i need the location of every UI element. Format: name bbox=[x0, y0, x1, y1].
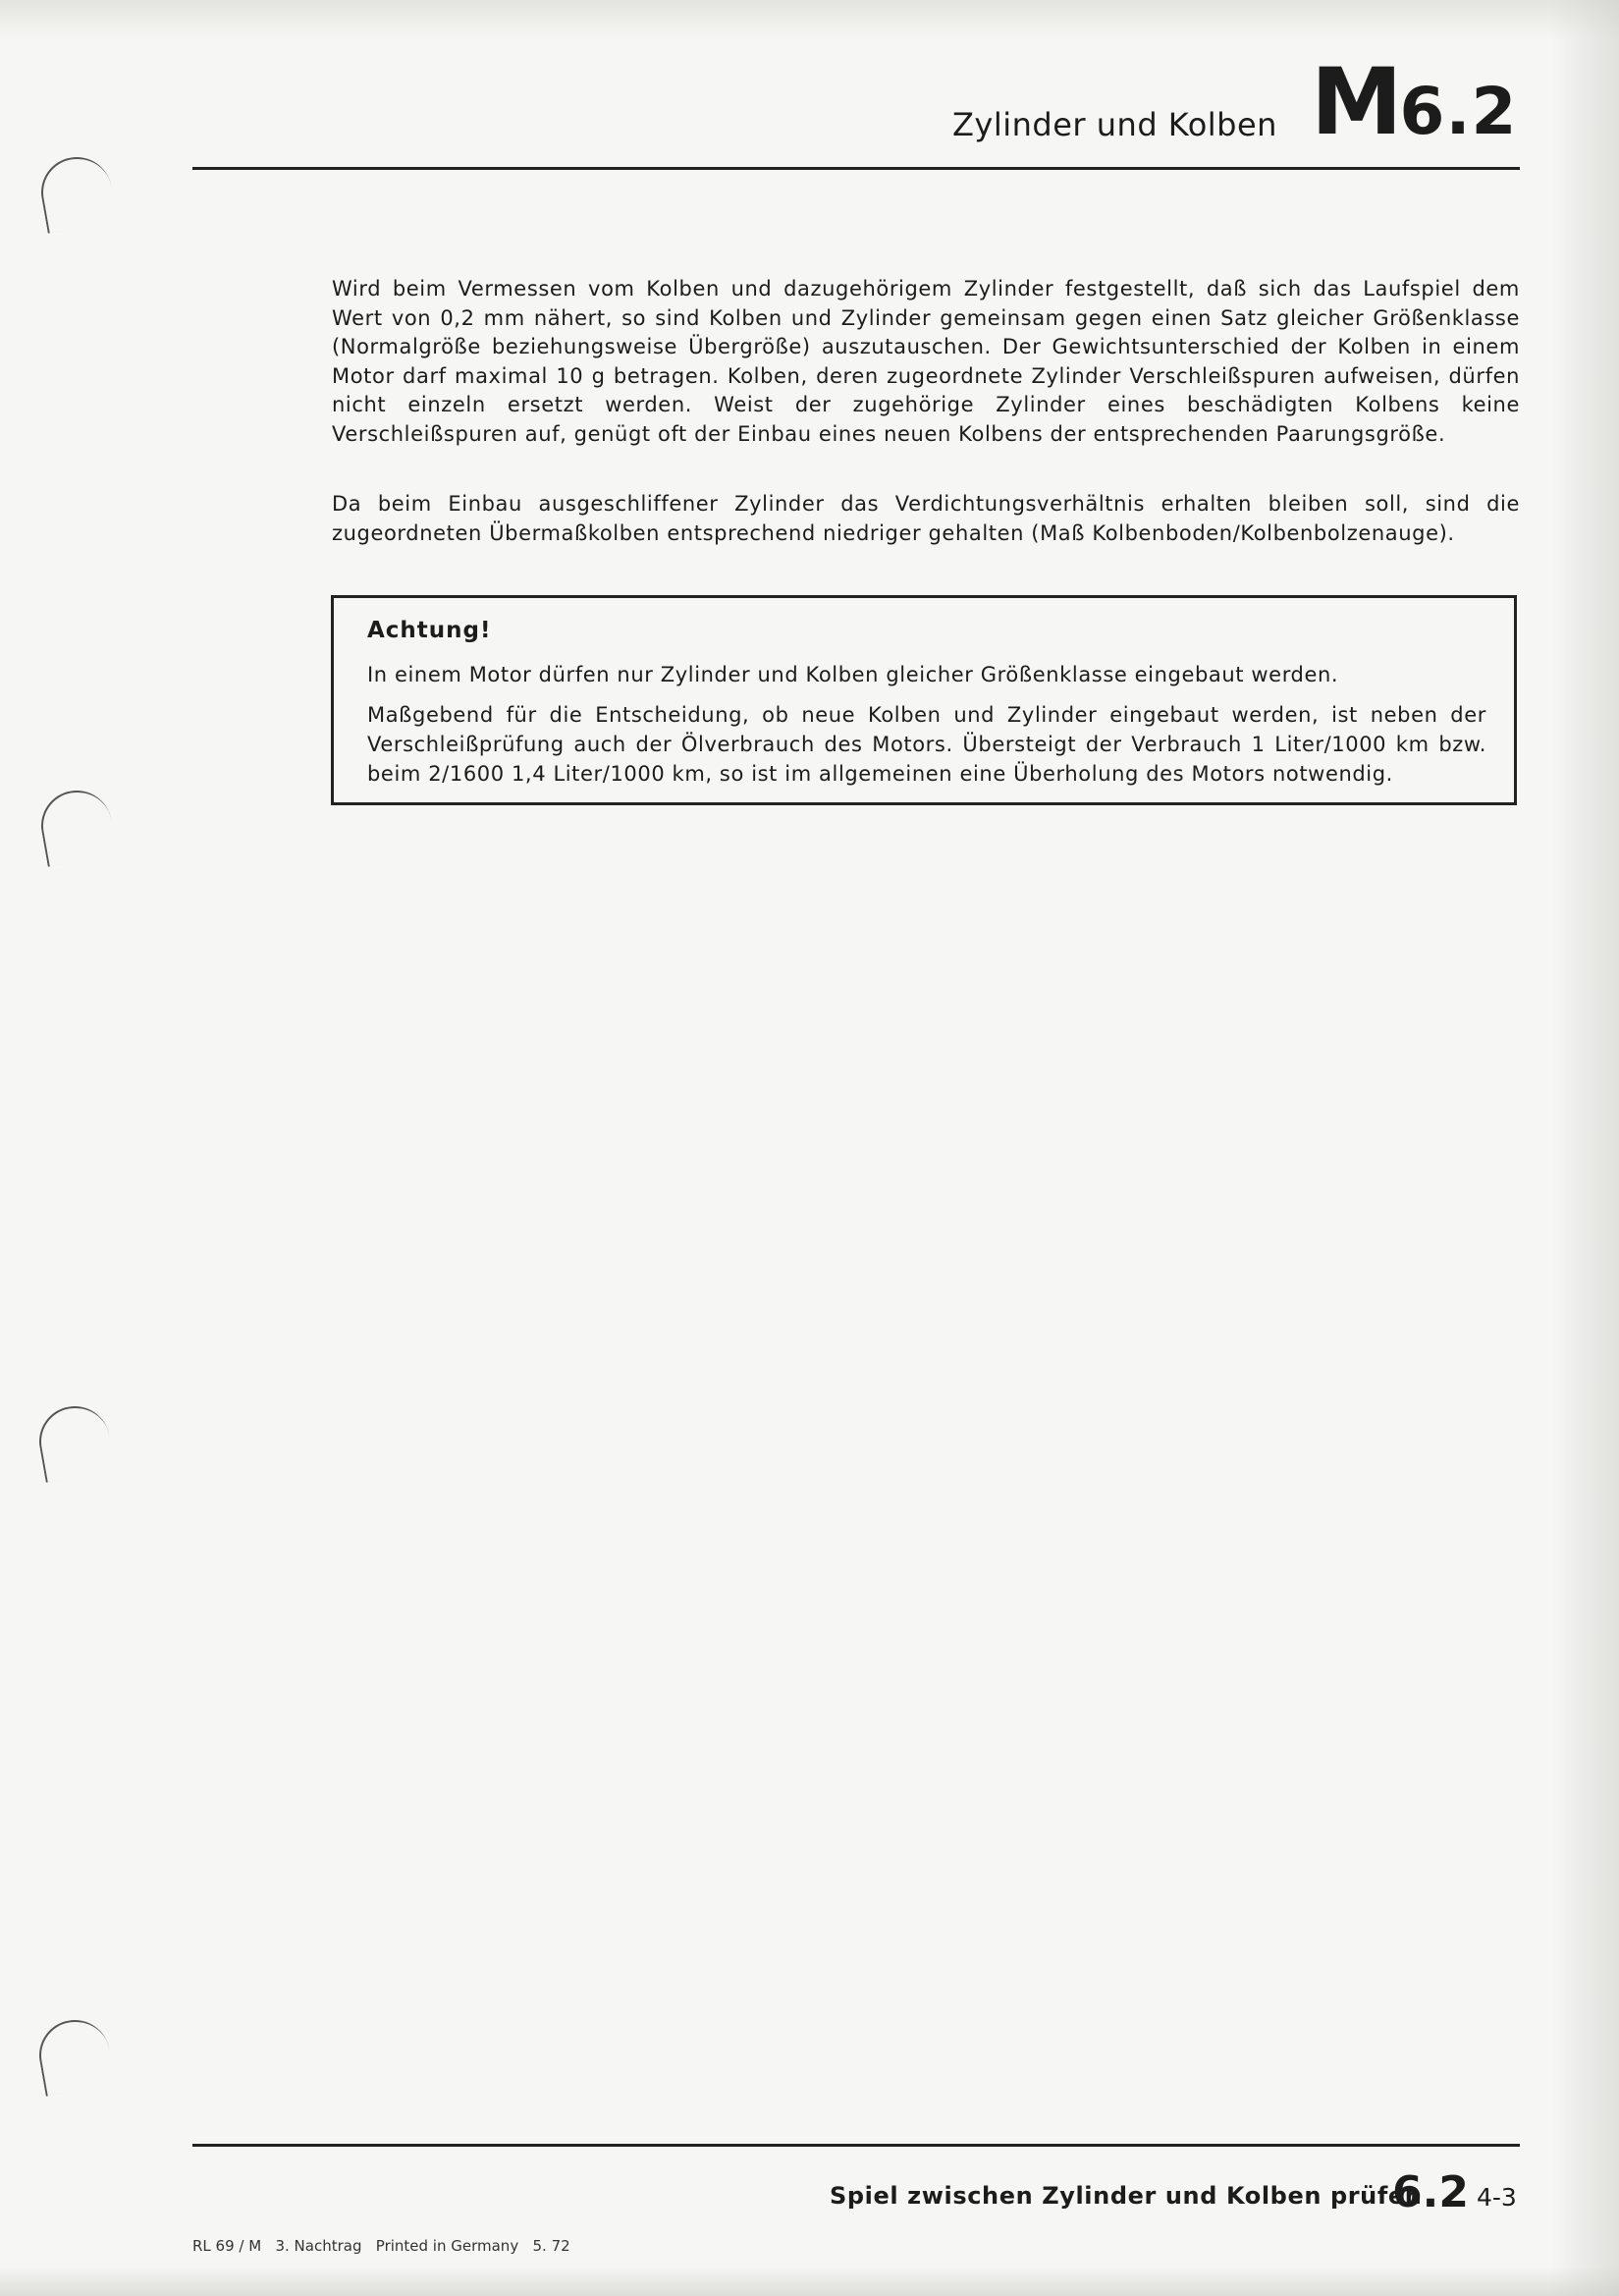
footer-imprint: RL 69 / M 3. Nachtrag Printed in Germany 5. 72 bbox=[192, 2237, 570, 2255]
notice-line-2: Maßgebend für die Entscheidung, ob neue Kolben und Zylinder eingebaut werden, ist neben der Verschleißprüfung auch der Ölverbrauch des Motors. Übersteigt der Verbrauch 1 Liter/1000 km bzw. beim 2/1600 1,4 Liter/1000 km, so ist im allgemeinen eine Überholung des Motors notwendig. bbox=[367, 703, 1486, 786]
notice-heading: Achtung! bbox=[367, 618, 492, 643]
punch-hole-2 bbox=[35, 785, 117, 866]
footer-rule bbox=[192, 2144, 1520, 2147]
page-title: Zylinder und Kolben bbox=[952, 106, 1277, 143]
page-shade-top bbox=[0, 0, 1619, 39]
section-code-letter: M bbox=[1311, 49, 1400, 156]
header-rule bbox=[192, 167, 1520, 170]
footer-title: Spiel zwischen Zylinder und Kolben prüfen bbox=[830, 2182, 1423, 2210]
page-shade-right bbox=[1550, 0, 1619, 2296]
punch-hole-3 bbox=[33, 1400, 115, 1482]
footer-page-number: 4-3 bbox=[1477, 2183, 1517, 2212]
punch-hole-1 bbox=[35, 151, 117, 233]
paragraph-1: Wird beim Vermessen vom Kolben und dazugehörigem Zylinder festgestellt, daß sich das Laufspiel dem Wert von 0,2 mm nähert, so sind Kolben und Zylinder gemeinsam gegen einen Satz gleicher Größenklasse (Normalgröße beziehungsweise Übergröße) auszutauschen. Der Gewichtsunterschied der Kolben in einem Motor darf maximal 10 g betragen. Kolben, deren zugeordnete Zylinder Verschleißspuren aufweisen, dürfen nicht einzeln ersetzt werden. Weist der zugehörige Zylinder eines beschädigten Kolbens keine Verschleißspuren auf, genügt oft der Einbau eines neuen Kolbens der entsprechenden Paarungsgröße. bbox=[332, 277, 1520, 446]
punch-hole-4 bbox=[33, 2014, 115, 2096]
section-code-number: 6.2 bbox=[1399, 74, 1518, 149]
section-code bbox=[1311, 49, 1518, 158]
notice-box bbox=[331, 595, 1517, 805]
notice-line-1: In einem Motor dürfen nur Zylinder und Kolben gleicher Größenklasse eingebaut werden. bbox=[367, 663, 1339, 686]
page-shade-bottom bbox=[0, 2267, 1619, 2296]
paragraph-2: Da beim Einbau ausgeschliffener Zylinder das Verdichtungsverhältnis erhalten bleiben soll, sind die zugeordneten Übermaßkolben entsprechend niedriger gehalten (Maß Kolbenboden/Kolbenbolzenauge). bbox=[332, 492, 1520, 545]
footer-section: 6.2 bbox=[1392, 2167, 1469, 2217]
